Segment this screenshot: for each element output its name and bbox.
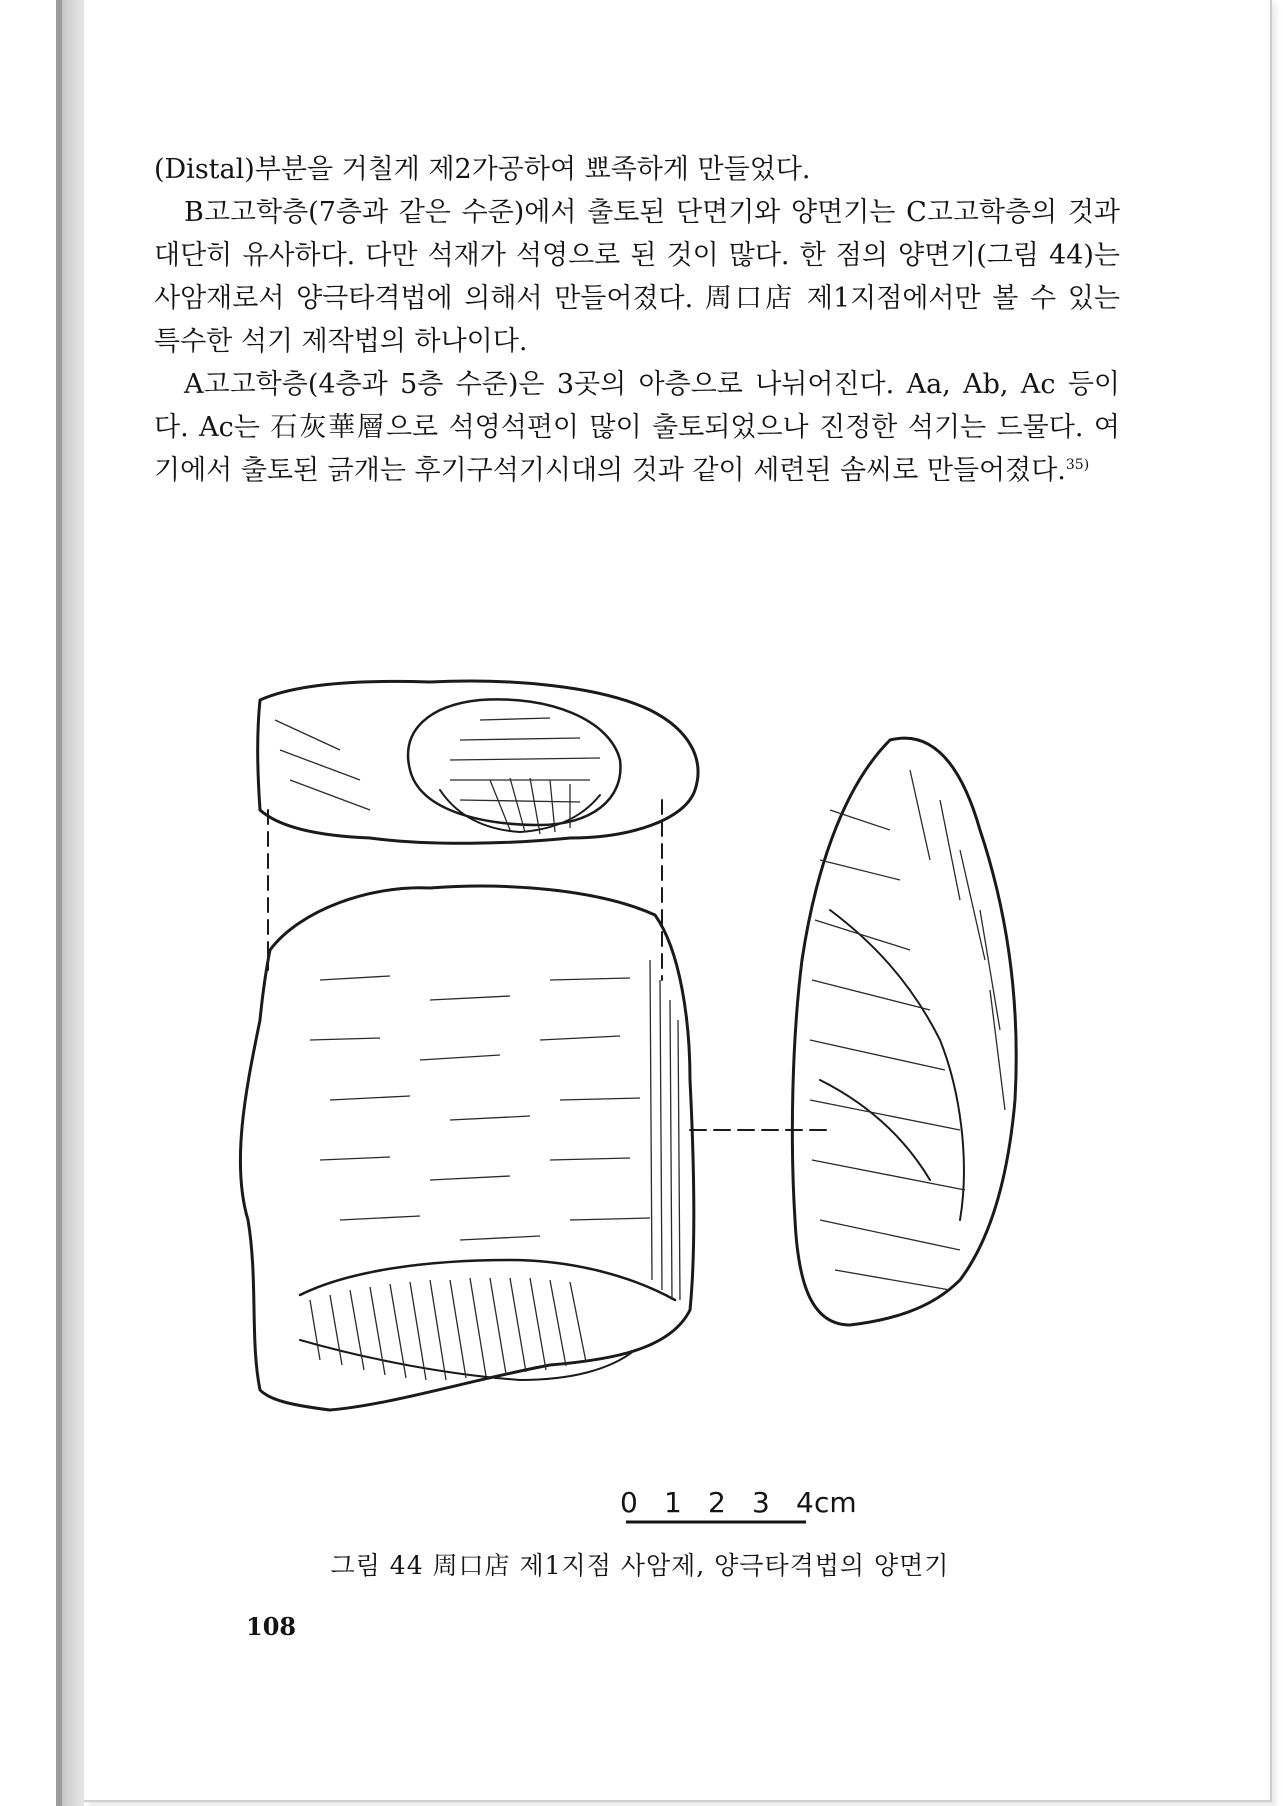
paragraph-2: B고고학층(7층과 같은 수준)에서 출토된 단면기와 양면기는 C고고학층의 것과 대단히 유사하다. 다만 석재가 석영으로 된 것이 많다. 한 점의 양면기(그림 44)는 사암재로서 양극타격법에 의해서 만들어졌다. 周口店 제1지점에서만 볼 수 있는 특수한 석기 제작법의 하나이다. [154, 197, 1120, 357]
figure-caption: 그림 44 周口店 제1지점 사암제, 양극타격법의 양면기 [330, 1551, 950, 1580]
body-text [154, 148, 1120, 492]
scale-unit: cm [814, 1486, 857, 1519]
scale-tick-1: 1 [664, 1486, 682, 1519]
scale-tick-4: 4 [796, 1486, 814, 1519]
scale-tick-2: 2 [708, 1486, 726, 1519]
scale-bar [620, 1478, 860, 1528]
book-spine-edge [56, 0, 84, 1806]
page-number: 108 [246, 1612, 297, 1641]
figure-stone-tool-drawing [130, 660, 1130, 1500]
paragraph-3-text: A고고학층(4층과 5층 수준)은 3곳의 아층으로 나뉘어진다. Aa, Ab, Ac 등이다. Ac는 石灰華層으로 석영석편이 많이 출토되었으나 진정한 석기는 드물다. 여기에서 출토된 긁개는 후기구석기시대의 것과 같이 세련된 솜씨로 만들어졌다. [154, 369, 1120, 486]
paragraph-3 [154, 363, 1120, 492]
stone-tool-illustration [130, 660, 1130, 1500]
scale-tick-0: 0 [620, 1486, 638, 1519]
scale-tick-3: 3 [752, 1486, 770, 1519]
paragraph-1: (Distal)부분을 거칠게 제2가공하여 뾰족하게 만들었다. [154, 154, 811, 185]
footnote-reference: 35) [1065, 457, 1090, 473]
